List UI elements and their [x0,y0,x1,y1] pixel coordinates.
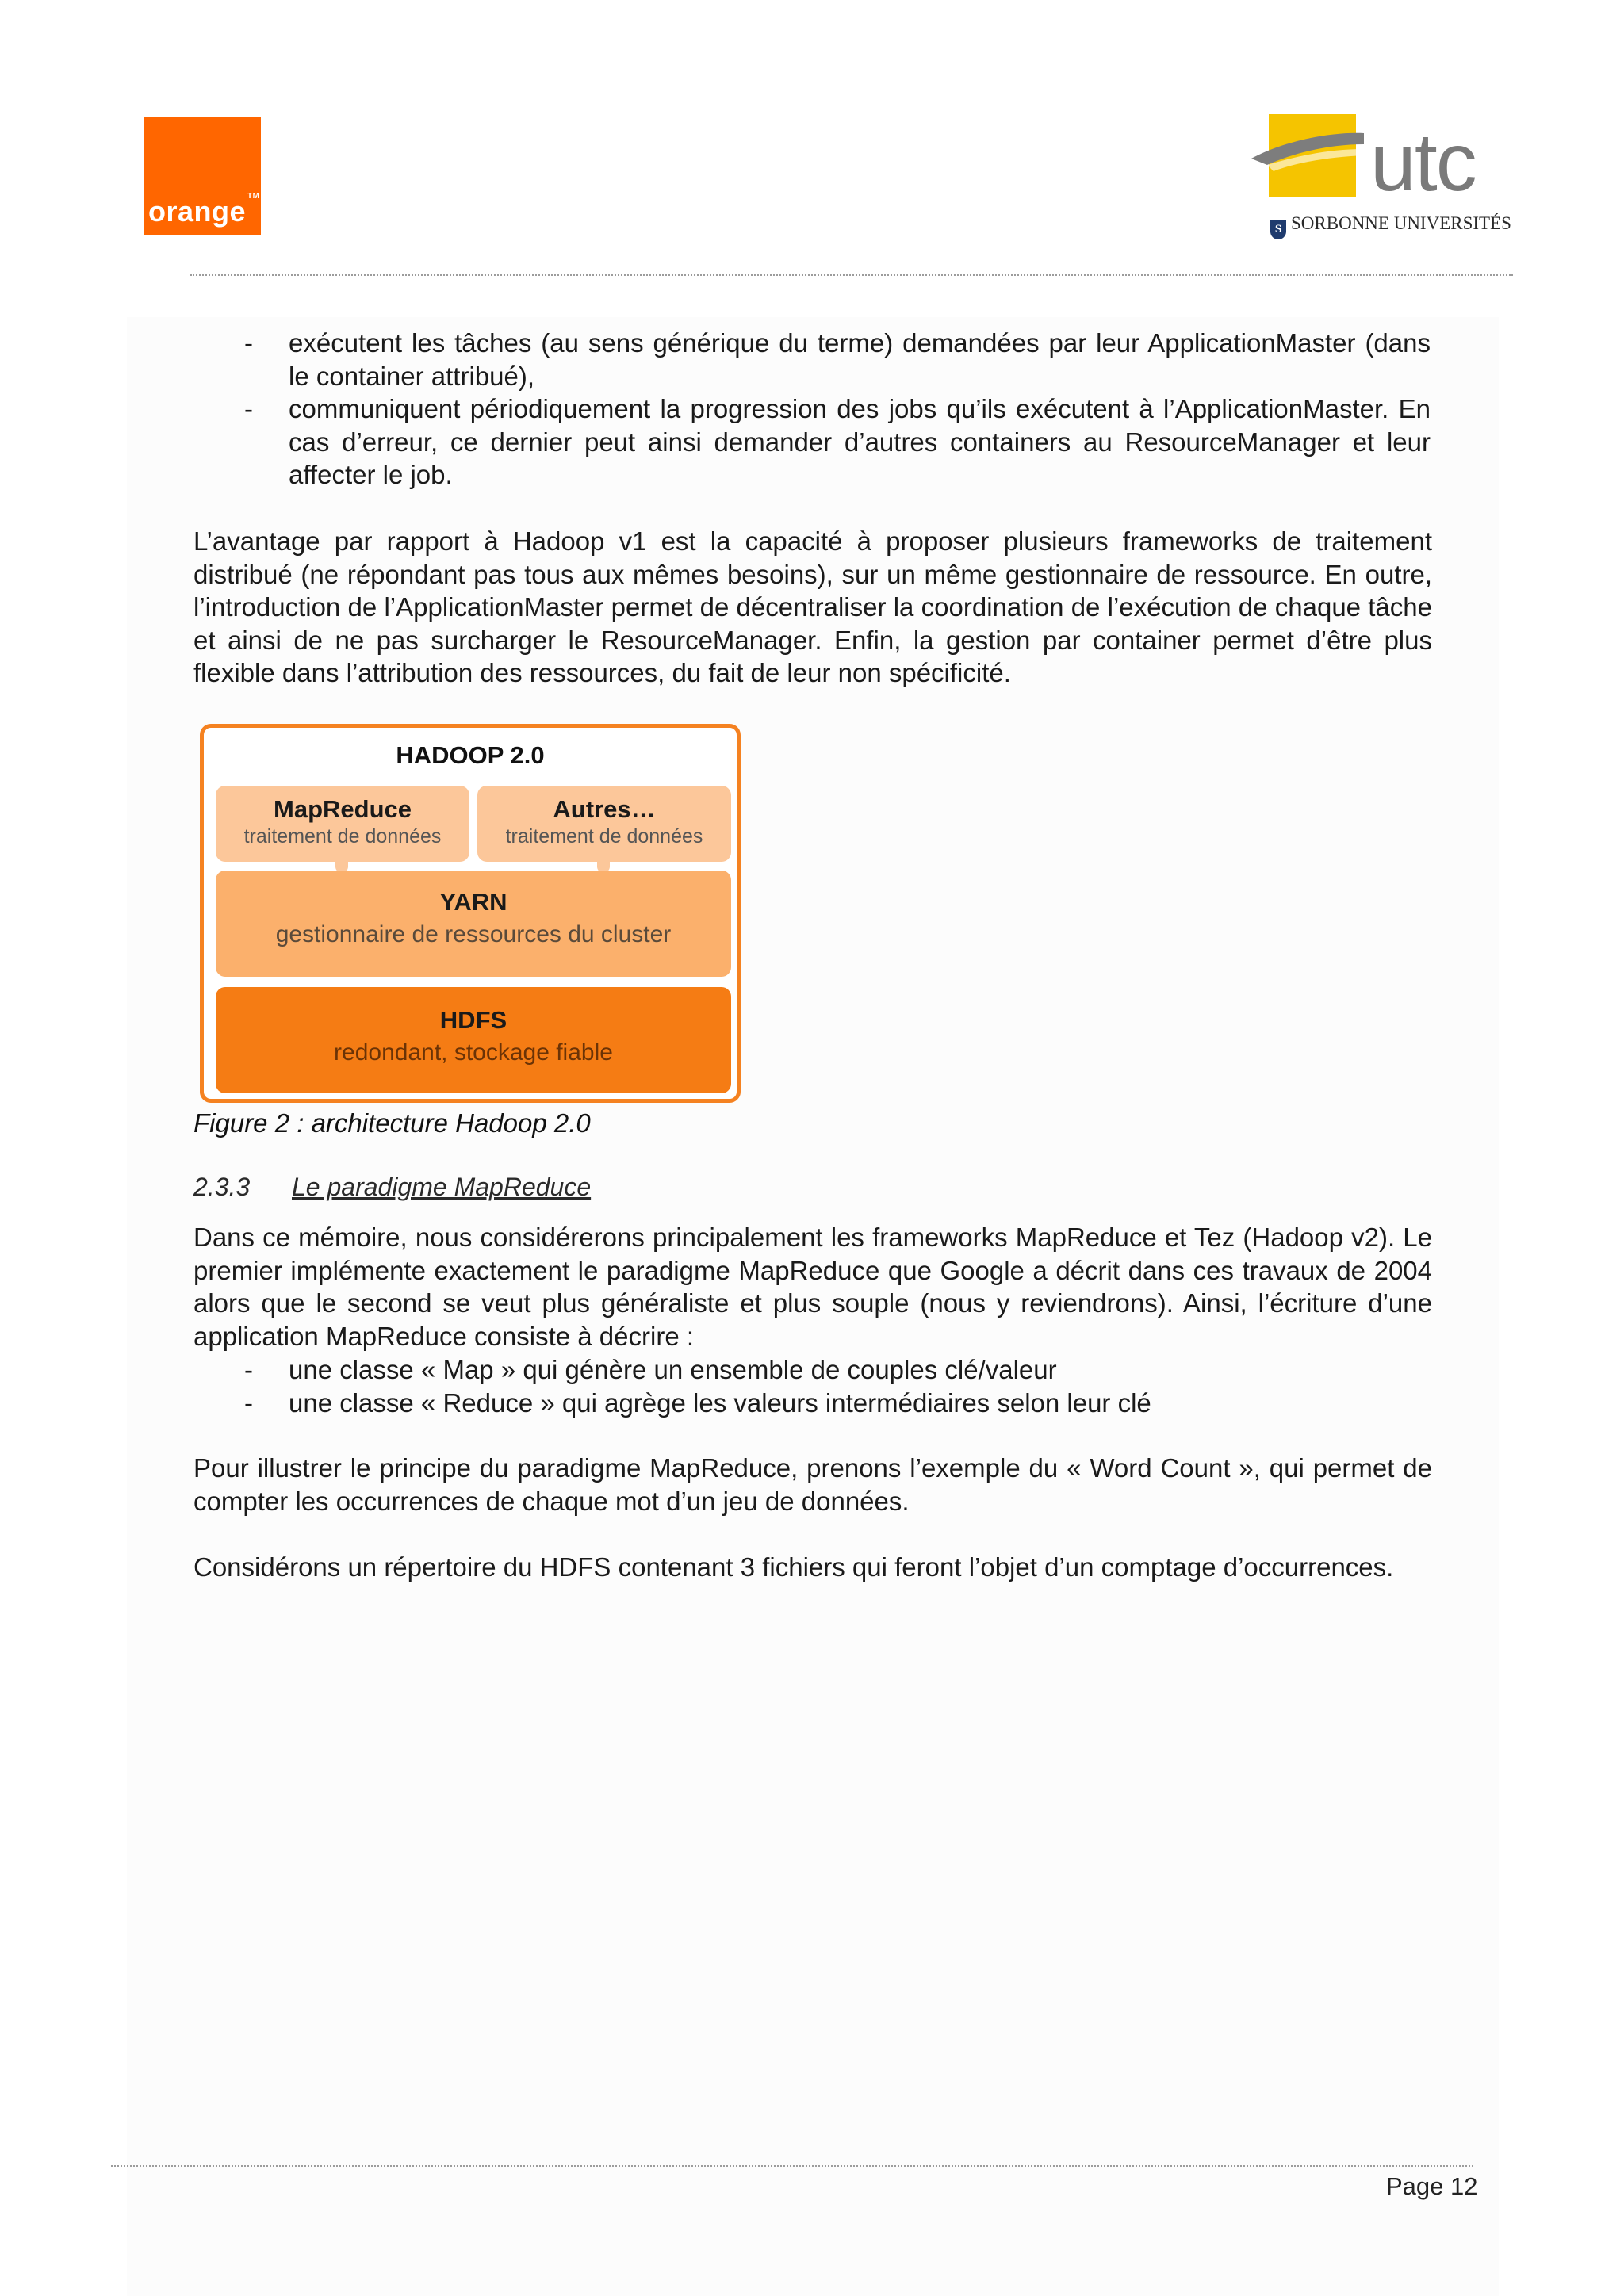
section-number: 2.3.3 [193,1173,251,1201]
utc-logo [1251,109,1513,240]
hdfs-box [216,987,731,1093]
paragraph-advantage: L’avantage par rapport à Hadoop v1 est la capacité à proposer plusieurs frameworks de traitement distribué (ne répondant pas tous aux mêmes besoins), sur un même gestionnaire de ressource. En outre, l’introduction de l’ApplicationMaster permet de décentraliser la coordination de l’exécution de chaque tâche et ainsi de ne pas surcharger le ResourceManager. Enfin, la gestion par container permet d’être plus flexible dans l’attribution des ressources, du fait de leur non spécificité. [193,526,1432,687]
yarn-subtitle: gestionnaire de ressources du cluster [275,921,672,947]
header-divider [190,274,1513,276]
figure-title: HADOOP 2.0 [396,741,545,769]
list-item-text: exécutent les tâches (au sens générique du terme) demandées par leur ApplicationMaster (dans le container attribué), [289,328,1431,391]
bullet-dash: - [244,1355,253,1384]
hdfs-subtitle: redondant, stockage fiable [334,1039,613,1066]
orange-logo [144,117,261,235]
list-item-text: une classe « Reduce » qui agrège les valeurs intermédiaires selon leur clé [289,1388,1151,1418]
orange-logo-tm: TM [247,192,260,201]
sorbonne-shield-icon: S [1270,220,1286,239]
mapreduce-title: MapReduce [274,795,412,823]
yarn-box [216,871,731,977]
list-item-text: une classe « Map » qui génère un ensemble de couples clé/valeur [289,1355,1057,1384]
bullet-dash: - [244,328,253,358]
bullet-dash: - [244,1388,253,1418]
paragraph-wordcount: Pour illustrer le principe du paradigme MapReduce, prenons l’exemple du « Word Count », qui permet de compter les occurrences de chaque mot d’un jeu de données. [193,1453,1432,1516]
sorbonne-label [1270,213,1511,239]
list-item-text: communiquent périodiquement la progression des jobs qu’ils exécutent à l’ApplicationMaster. En cas d’erreur, ce dernier peut ainsi demander d’autres containers au ResourceManager et leur affecter le job. [289,394,1431,489]
hdfs-title: HDFS [439,1006,508,1034]
yarn-title: YARN [439,888,508,916]
section-title: Le paradigme MapReduce [292,1173,592,1201]
figure-caption: Figure 2 : architecture Hadoop 2.0 [193,1108,591,1138]
footer-divider [111,2165,1473,2167]
paragraph-repertoire: Considérons un répertoire du HDFS contenant 3 fichiers qui feront l’objet d’un comptage d’occurrences. [193,1552,1394,1582]
sorbonne-text: SORBONNE UNIVERSITÉS [1291,213,1511,233]
autres-box [477,786,731,862]
page-number: Page 12 [1386,2172,1478,2200]
bullet-dash: - [244,394,253,423]
orange-logo-text: orange ™ [148,192,260,228]
mapreduce-box [216,786,469,862]
paragraph-memoire: Dans ce mémoire, nous considérerons principalement les frameworks MapReduce et Tez (Hadoop v2). Le premier implémente exactement le paradigme MapReduce que Google a décrit dans ces travaux de 2004 alors que le second se veut plus généraliste et plus souple (nous y reviendrons). Ainsi, l’écriture d’une application MapReduce consiste à décrire : [193,1223,1432,1351]
mapreduce-subtitle: traitement de données [243,825,442,848]
autres-subtitle: traitement de données [505,825,703,848]
hadoop-architecture-figure [200,724,741,1103]
autres-title: Autres… [553,795,656,823]
utc-logo-emblem [1251,109,1386,205]
utc-logo-text: utc [1370,117,1476,209]
